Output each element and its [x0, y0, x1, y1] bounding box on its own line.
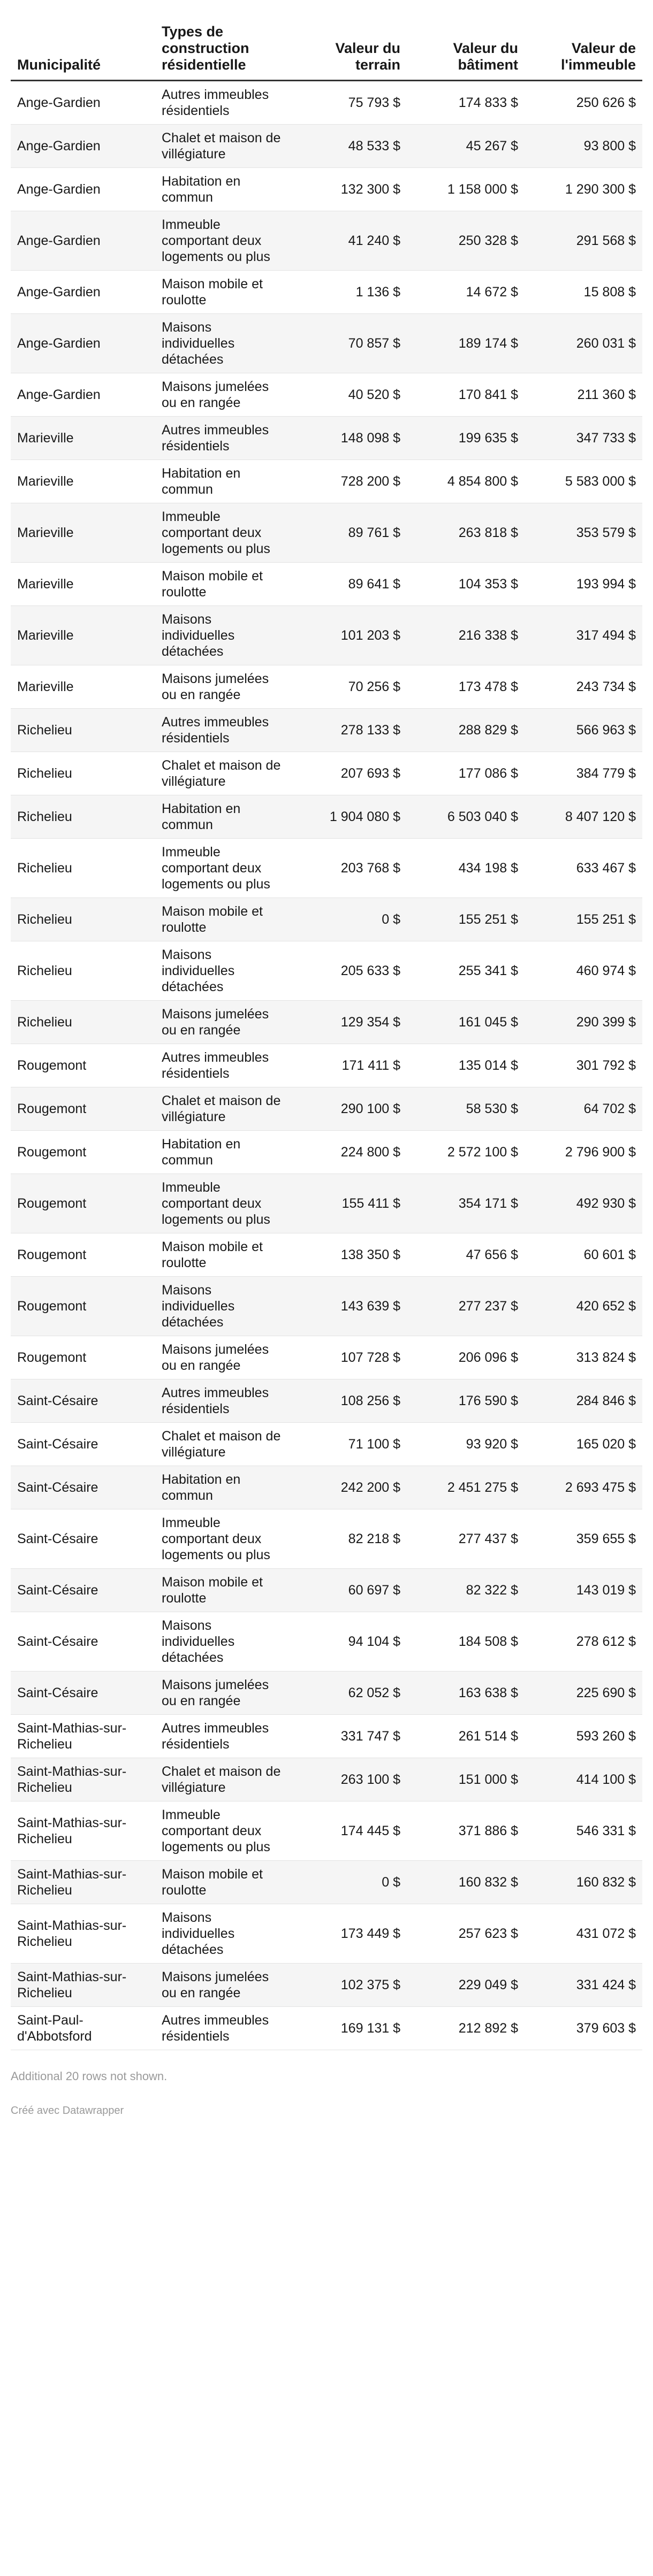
cell-construction-type: Immeuble comportant deux logements ou plus	[155, 1174, 289, 1233]
table-row	[11, 1174, 642, 1233]
cell-land-value: 205 633 $	[289, 941, 407, 1001]
table-body	[11, 81, 642, 2050]
cell-property-value: 8 407 120 $	[525, 795, 642, 839]
table-row	[11, 563, 642, 606]
cell-building-value: 261 514 $	[407, 1715, 525, 1758]
cell-property-value: 60 601 $	[525, 1233, 642, 1277]
cell-building-value: 1 158 000 $	[407, 168, 525, 211]
cell-municipality: Marieville	[11, 665, 155, 709]
cell-construction-type: Immeuble comportant deux logements ou plus	[155, 1801, 289, 1861]
table-row	[11, 373, 642, 417]
cell-property-value: 379 603 $	[525, 2007, 642, 2050]
cell-land-value: 40 520 $	[289, 373, 407, 417]
cell-municipality: Saint-Césaire	[11, 1466, 155, 1509]
cell-municipality: Richelieu	[11, 709, 155, 752]
table-row	[11, 460, 642, 503]
table-row	[11, 1861, 642, 1904]
cell-property-value: 243 734 $	[525, 665, 642, 709]
cell-property-value: 566 963 $	[525, 709, 642, 752]
table-row	[11, 2007, 642, 2050]
cell-municipality: Richelieu	[11, 752, 155, 795]
cell-construction-type: Chalet et maison de villégiature	[155, 1087, 289, 1131]
cell-building-value: 14 672 $	[407, 271, 525, 314]
cell-construction-type: Chalet et maison de villégiature	[155, 1423, 289, 1466]
cell-building-value: 170 841 $	[407, 373, 525, 417]
cell-construction-type: Maisons individuelles détachées	[155, 1904, 289, 1964]
cell-property-value: 155 251 $	[525, 898, 642, 941]
table-row	[11, 606, 642, 665]
cell-construction-type: Maisons jumelées ou en rangée	[155, 1672, 289, 1715]
cell-property-value: 2 693 475 $	[525, 1466, 642, 1509]
table-row	[11, 168, 642, 211]
cell-building-value: 45 267 $	[407, 125, 525, 168]
table-row	[11, 1044, 642, 1087]
cell-land-value: 173 449 $	[289, 1904, 407, 1964]
cell-municipality: Saint-Mathias-sur-Richelieu	[11, 1904, 155, 1964]
cell-building-value: 371 886 $	[407, 1801, 525, 1861]
table-row	[11, 211, 642, 271]
table-row	[11, 503, 642, 563]
cell-construction-type: Autres immeubles résidentiels	[155, 1044, 289, 1087]
cell-municipality: Richelieu	[11, 1001, 155, 1044]
cell-land-value: 138 350 $	[289, 1233, 407, 1277]
cell-building-value: 82 322 $	[407, 1569, 525, 1612]
cell-construction-type: Immeuble comportant deux logements ou plus	[155, 839, 289, 898]
cell-land-value: 207 693 $	[289, 752, 407, 795]
table-row	[11, 1277, 642, 1336]
cell-construction-type: Maisons jumelées ou en rangée	[155, 665, 289, 709]
cell-construction-type: Maison mobile et roulotte	[155, 1569, 289, 1612]
table-row	[11, 125, 642, 168]
cell-construction-type: Maisons jumelées ou en rangée	[155, 1336, 289, 1379]
cell-property-value: 313 824 $	[525, 1336, 642, 1379]
cell-construction-type: Chalet et maison de villégiature	[155, 752, 289, 795]
cell-construction-type: Autres immeubles résidentiels	[155, 1715, 289, 1758]
table-notes: Additional 20 rows not shown.	[11, 2069, 168, 2083]
cell-municipality: Ange-Gardien	[11, 211, 155, 271]
cell-property-value: 250 626 $	[525, 81, 642, 125]
cell-property-value: 160 832 $	[525, 1861, 642, 1904]
cell-land-value: 331 747 $	[289, 1715, 407, 1758]
table-header	[11, 0, 642, 81]
cell-building-value: 354 171 $	[407, 1174, 525, 1233]
cell-municipality: Richelieu	[11, 898, 155, 941]
cell-construction-type: Habitation en commun	[155, 795, 289, 839]
cell-construction-type: Maisons jumelées ou en rangée	[155, 373, 289, 417]
cell-land-value: 89 761 $	[289, 503, 407, 563]
cell-land-value: 132 300 $	[289, 168, 407, 211]
cell-construction-type: Chalet et maison de villégiature	[155, 1758, 289, 1801]
cell-property-value: 414 100 $	[525, 1758, 642, 1801]
cell-land-value: 242 200 $	[289, 1466, 407, 1509]
cell-property-value: 64 702 $	[525, 1087, 642, 1131]
cell-property-value: 384 779 $	[525, 752, 642, 795]
cell-municipality: Ange-Gardien	[11, 81, 155, 125]
cell-municipality: Saint-Césaire	[11, 1509, 155, 1569]
cell-construction-type: Autres immeubles résidentiels	[155, 2007, 289, 2050]
cell-land-value: 62 052 $	[289, 1672, 407, 1715]
cell-land-value: 70 256 $	[289, 665, 407, 709]
cell-land-value: 41 240 $	[289, 211, 407, 271]
cell-property-value: 278 612 $	[525, 1612, 642, 1672]
column-header-land-value[interactable]: Valeur du terrain	[289, 0, 407, 81]
cell-municipality: Ange-Gardien	[11, 373, 155, 417]
header-row	[11, 0, 642, 81]
cell-land-value: 107 728 $	[289, 1336, 407, 1379]
cell-building-value: 4 854 800 $	[407, 460, 525, 503]
table-row	[11, 795, 642, 839]
table-row	[11, 271, 642, 314]
cell-construction-type: Maison mobile et roulotte	[155, 271, 289, 314]
table-row	[11, 81, 642, 125]
cell-land-value: 129 354 $	[289, 1001, 407, 1044]
cell-building-value: 212 892 $	[407, 2007, 525, 2050]
cell-municipality: Rougemont	[11, 1277, 155, 1336]
cell-property-value: 211 360 $	[525, 373, 642, 417]
cell-building-value: 434 198 $	[407, 839, 525, 898]
cell-municipality: Saint-Mathias-sur-Richelieu	[11, 1758, 155, 1801]
cell-land-value: 94 104 $	[289, 1612, 407, 1672]
table-row	[11, 1423, 642, 1466]
cell-building-value: 6 503 040 $	[407, 795, 525, 839]
cell-municipality: Saint-Césaire	[11, 1423, 155, 1466]
cell-property-value: 353 579 $	[525, 503, 642, 563]
cell-building-value: 206 096 $	[407, 1336, 525, 1379]
cell-land-value: 728 200 $	[289, 460, 407, 503]
cell-property-value: 2 796 900 $	[525, 1131, 642, 1174]
cell-building-value: 216 338 $	[407, 606, 525, 665]
cell-building-value: 2 451 275 $	[407, 1466, 525, 1509]
cell-building-value: 199 635 $	[407, 417, 525, 460]
cell-municipality: Richelieu	[11, 839, 155, 898]
cell-municipality: Ange-Gardien	[11, 125, 155, 168]
cell-municipality: Rougemont	[11, 1174, 155, 1233]
cell-property-value: 291 568 $	[525, 211, 642, 271]
cell-property-value: 165 020 $	[525, 1423, 642, 1466]
cell-property-value: 359 655 $	[525, 1509, 642, 1569]
cell-building-value: 151 000 $	[407, 1758, 525, 1801]
cell-building-value: 2 572 100 $	[407, 1131, 525, 1174]
cell-property-value: 143 019 $	[525, 1569, 642, 1612]
cell-land-value: 71 100 $	[289, 1423, 407, 1466]
cell-land-value: 263 100 $	[289, 1758, 407, 1801]
cell-construction-type: Maisons individuelles détachées	[155, 1277, 289, 1336]
cell-building-value: 277 437 $	[407, 1509, 525, 1569]
cell-property-value: 633 467 $	[525, 839, 642, 898]
cell-construction-type: Maison mobile et roulotte	[155, 1233, 289, 1277]
table-row	[11, 1379, 642, 1423]
cell-municipality: Saint-Mathias-sur-Richelieu	[11, 1964, 155, 2007]
cell-construction-type: Maisons individuelles détachées	[155, 606, 289, 665]
cell-property-value: 225 690 $	[525, 1672, 642, 1715]
cell-construction-type: Autres immeubles résidentiels	[155, 417, 289, 460]
cell-building-value: 160 832 $	[407, 1861, 525, 1904]
cell-building-value: 288 829 $	[407, 709, 525, 752]
cell-property-value: 317 494 $	[525, 606, 642, 665]
cell-construction-type: Immeuble comportant deux logements ou plus	[155, 503, 289, 563]
table-row	[11, 1715, 642, 1758]
cell-building-value: 173 478 $	[407, 665, 525, 709]
table-row	[11, 314, 642, 373]
cell-construction-type: Maisons jumelées ou en rangée	[155, 1001, 289, 1044]
cell-municipality: Ange-Gardien	[11, 168, 155, 211]
cell-building-value: 135 014 $	[407, 1044, 525, 1087]
cell-construction-type: Immeuble comportant deux logements ou plus	[155, 211, 289, 271]
datawrapper-credit: Créé avec Datawrapper	[11, 2105, 124, 2117]
cell-construction-type: Autres immeubles résidentiels	[155, 1379, 289, 1423]
table-row	[11, 898, 642, 941]
cell-building-value: 93 920 $	[407, 1423, 525, 1466]
cell-building-value: 250 328 $	[407, 211, 525, 271]
cell-land-value: 0 $	[289, 898, 407, 941]
cell-construction-type: Maisons individuelles détachées	[155, 1612, 289, 1672]
cell-construction-type: Immeuble comportant deux logements ou plus	[155, 1509, 289, 1569]
cell-municipality: Saint-Paul-d'Abbotsford	[11, 2007, 155, 2050]
table-row	[11, 1087, 642, 1131]
cell-construction-type: Maisons jumelées ou en rangée	[155, 1964, 289, 2007]
cell-property-value: 1 290 300 $	[525, 168, 642, 211]
cell-property-value: 347 733 $	[525, 417, 642, 460]
cell-land-value: 174 445 $	[289, 1801, 407, 1861]
cell-municipality: Saint-Mathias-sur-Richelieu	[11, 1715, 155, 1758]
cell-municipality: Marieville	[11, 606, 155, 665]
cell-building-value: 163 638 $	[407, 1672, 525, 1715]
cell-municipality: Marieville	[11, 417, 155, 460]
cell-land-value: 278 133 $	[289, 709, 407, 752]
column-header-building-value[interactable]: Valeur du bâtiment	[407, 0, 525, 81]
cell-land-value: 169 131 $	[289, 2007, 407, 2050]
cell-property-value: 460 974 $	[525, 941, 642, 1001]
cell-building-value: 155 251 $	[407, 898, 525, 941]
cell-building-value: 176 590 $	[407, 1379, 525, 1423]
table-row	[11, 417, 642, 460]
cell-land-value: 70 857 $	[289, 314, 407, 373]
cell-building-value: 184 508 $	[407, 1612, 525, 1672]
cell-construction-type: Autres immeubles résidentiels	[155, 709, 289, 752]
cell-property-value: 546 331 $	[525, 1801, 642, 1861]
cell-property-value: 5 583 000 $	[525, 460, 642, 503]
cell-land-value: 148 098 $	[289, 417, 407, 460]
column-header-type[interactable]: Types de construction résidentielle	[155, 0, 289, 81]
table-row	[11, 1131, 642, 1174]
cell-building-value: 263 818 $	[407, 503, 525, 563]
cell-property-value: 260 031 $	[525, 314, 642, 373]
cell-construction-type: Maison mobile et roulotte	[155, 563, 289, 606]
cell-construction-type: Habitation en commun	[155, 460, 289, 503]
cell-municipality: Marieville	[11, 460, 155, 503]
cell-municipality: Saint-Césaire	[11, 1569, 155, 1612]
cell-building-value: 161 045 $	[407, 1001, 525, 1044]
cell-building-value: 177 086 $	[407, 752, 525, 795]
cell-construction-type: Habitation en commun	[155, 1131, 289, 1174]
cell-municipality: Saint-Mathias-sur-Richelieu	[11, 1861, 155, 1904]
table-row	[11, 1672, 642, 1715]
table-row	[11, 941, 642, 1001]
cell-land-value: 290 100 $	[289, 1087, 407, 1131]
table-row	[11, 1964, 642, 2007]
cell-building-value: 257 623 $	[407, 1904, 525, 1964]
cell-property-value: 331 424 $	[525, 1964, 642, 2007]
table-row	[11, 665, 642, 709]
table-row	[11, 1509, 642, 1569]
cell-building-value: 255 341 $	[407, 941, 525, 1001]
cell-construction-type: Maison mobile et roulotte	[155, 1861, 289, 1904]
table-row	[11, 1758, 642, 1801]
cell-land-value: 89 641 $	[289, 563, 407, 606]
cell-municipality: Rougemont	[11, 1131, 155, 1174]
cell-property-value: 492 930 $	[525, 1174, 642, 1233]
cell-property-value: 301 792 $	[525, 1044, 642, 1087]
table-row	[11, 1904, 642, 1964]
cell-municipality: Rougemont	[11, 1044, 155, 1087]
column-header-property-value[interactable]: Valeur de l'immeuble	[525, 0, 642, 81]
cell-property-value: 193 994 $	[525, 563, 642, 606]
cell-construction-type: Habitation en commun	[155, 1466, 289, 1509]
table-row	[11, 1336, 642, 1379]
cell-municipality: Rougemont	[11, 1233, 155, 1277]
property-values-table	[11, 0, 642, 2050]
cell-municipality: Ange-Gardien	[11, 314, 155, 373]
cell-construction-type: Habitation en commun	[155, 168, 289, 211]
cell-municipality: Richelieu	[11, 795, 155, 839]
cell-property-value: 284 846 $	[525, 1379, 642, 1423]
cell-building-value: 189 174 $	[407, 314, 525, 373]
cell-building-value: 277 237 $	[407, 1277, 525, 1336]
table-row	[11, 752, 642, 795]
cell-construction-type: Autres immeubles résidentiels	[155, 81, 289, 125]
cell-land-value: 82 218 $	[289, 1509, 407, 1569]
cell-building-value: 58 530 $	[407, 1087, 525, 1131]
cell-municipality: Saint-Mathias-sur-Richelieu	[11, 1801, 155, 1861]
table-row	[11, 1569, 642, 1612]
cell-municipality: Richelieu	[11, 941, 155, 1001]
cell-land-value: 60 697 $	[289, 1569, 407, 1612]
cell-building-value: 104 353 $	[407, 563, 525, 606]
cell-construction-type: Maisons individuelles détachées	[155, 941, 289, 1001]
cell-property-value: 420 652 $	[525, 1277, 642, 1336]
cell-municipality: Saint-Césaire	[11, 1672, 155, 1715]
cell-property-value: 431 072 $	[525, 1904, 642, 1964]
cell-construction-type: Maison mobile et roulotte	[155, 898, 289, 941]
cell-construction-type: Maisons individuelles détachées	[155, 314, 289, 373]
cell-land-value: 102 375 $	[289, 1964, 407, 2007]
cell-land-value: 48 533 $	[289, 125, 407, 168]
cell-building-value: 174 833 $	[407, 81, 525, 125]
cell-building-value: 47 656 $	[407, 1233, 525, 1277]
cell-property-value: 290 399 $	[525, 1001, 642, 1044]
cell-property-value: 593 260 $	[525, 1715, 642, 1758]
cell-land-value: 101 203 $	[289, 606, 407, 665]
cell-municipality: Marieville	[11, 563, 155, 606]
table-row	[11, 1466, 642, 1509]
cell-land-value: 203 768 $	[289, 839, 407, 898]
cell-municipality: Rougemont	[11, 1087, 155, 1131]
cell-land-value: 1 904 080 $	[289, 795, 407, 839]
table-row	[11, 1612, 642, 1672]
cell-municipality: Ange-Gardien	[11, 271, 155, 314]
cell-land-value: 108 256 $	[289, 1379, 407, 1423]
cell-property-value: 15 808 $	[525, 271, 642, 314]
cell-land-value: 171 411 $	[289, 1044, 407, 1087]
table-row	[11, 1001, 642, 1044]
table-row	[11, 709, 642, 752]
table-row	[11, 839, 642, 898]
cell-municipality: Saint-Césaire	[11, 1379, 155, 1423]
table-row	[11, 1801, 642, 1861]
cell-property-value: 93 800 $	[525, 125, 642, 168]
cell-land-value: 0 $	[289, 1861, 407, 1904]
cell-municipality: Marieville	[11, 503, 155, 563]
table-row	[11, 1233, 642, 1277]
cell-land-value: 143 639 $	[289, 1277, 407, 1336]
cell-land-value: 224 800 $	[289, 1131, 407, 1174]
cell-land-value: 1 136 $	[289, 271, 407, 314]
cell-municipality: Rougemont	[11, 1336, 155, 1379]
cell-land-value: 155 411 $	[289, 1174, 407, 1233]
cell-municipality: Saint-Césaire	[11, 1612, 155, 1672]
cell-building-value: 229 049 $	[407, 1964, 525, 2007]
cell-land-value: 75 793 $	[289, 81, 407, 125]
cell-construction-type: Chalet et maison de villégiature	[155, 125, 289, 168]
column-header-municipality[interactable]: Municipalité	[11, 0, 155, 81]
